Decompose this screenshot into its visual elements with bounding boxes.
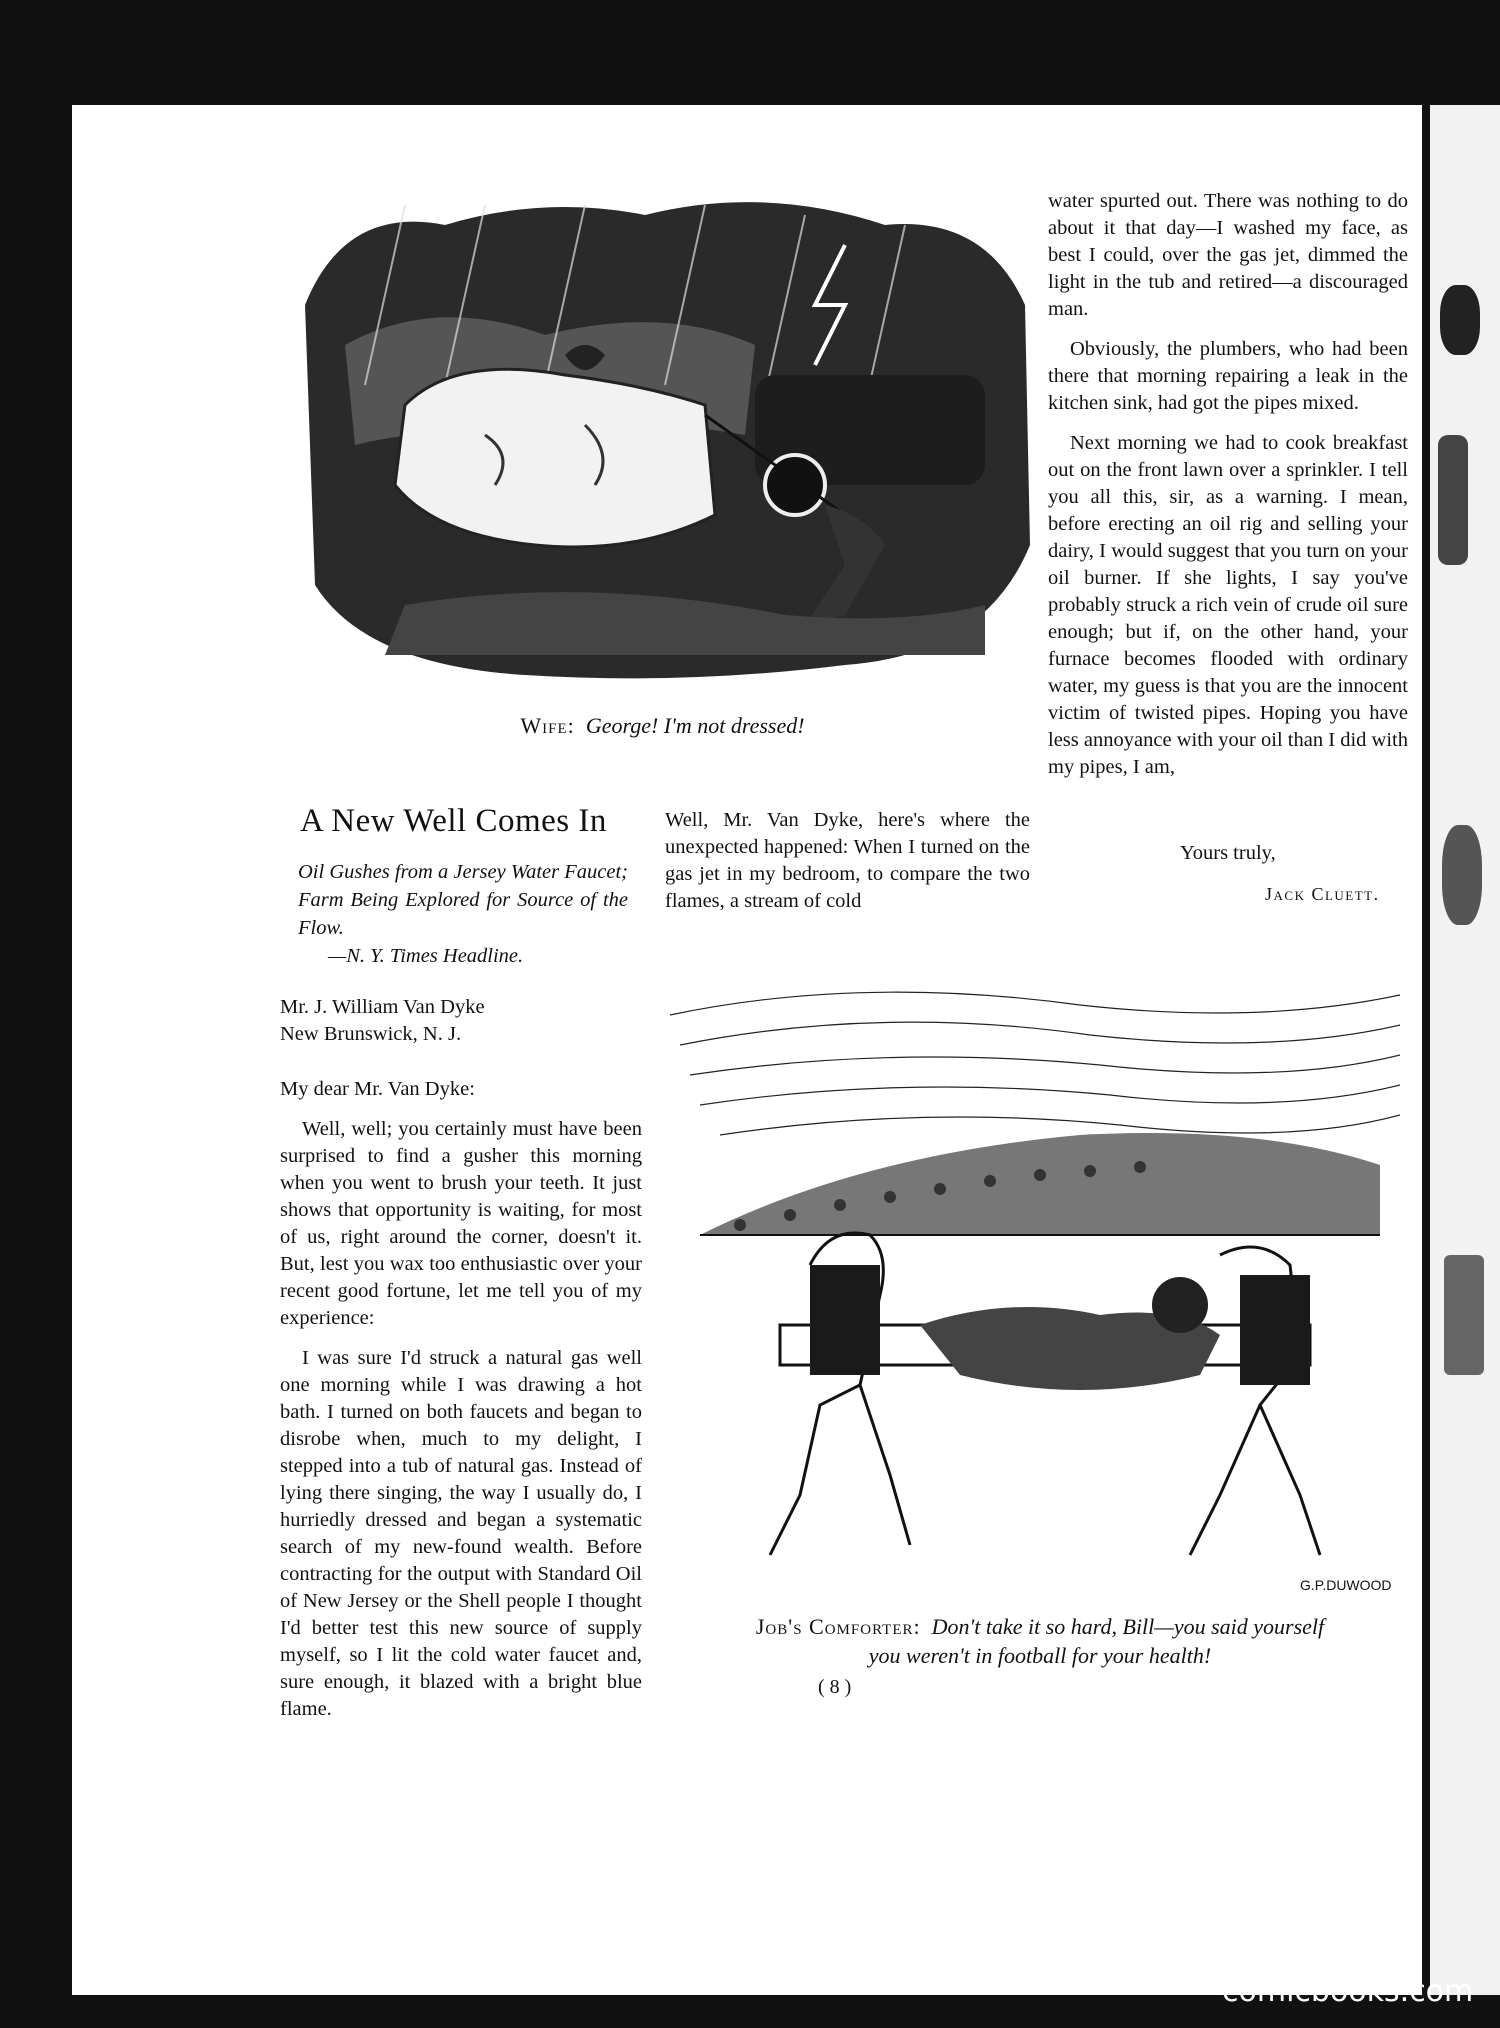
top-cartoon-caption (285, 713, 1040, 739)
closing: Yours truly, (1180, 842, 1276, 864)
left-column (280, 1076, 642, 1736)
address-name: Mr. J. William Van Dyke (280, 996, 485, 1018)
paragraph-5: Obviously, the plumbers, who had been there that morning repairing a leak in the kitchen sink, had got the pipes mixed. (1048, 338, 1408, 414)
adjacent-page-edge (1430, 105, 1500, 1995)
caption-line: George! I'm not dressed! (585, 713, 805, 738)
bottom-cartoon-caption (660, 1612, 1420, 1670)
caption-second-line (660, 1641, 1420, 1670)
paragraph-6: Next morning we had to cook breakfast out on the front lawn over a sprinkler. I tell you all this, sir, as a warning. I mean, before erecting an oil rig and selling your dairy, I would suggest that you turn on your oil burner. If she lights, I say you've probably struck a rich vein of crude oil sure enough; but if, on the other hand, your furnace becomes flooded with ordinary water, my guess is that you are the innocent victim of twisted pipes. Hoping you have less annoyance with your oil than I did with my pipes, I am, (1048, 432, 1408, 778)
address-block (280, 994, 485, 1048)
site-watermark: comicbooks.com (1222, 1974, 1474, 2009)
article-title: A New Well Comes In (300, 803, 607, 839)
caption-line-2: you weren't in football for your health! (868, 1643, 1212, 1668)
paragraph-1: Well, well; you certainly must have been surprised to find a gusher this morning when you went to brush your teeth. It just shows that opportunity is waiting, for most of us, right around the corner, doesn't it. But, lest you wax too enthusiastic over your recent good fortune, let me tell you of my experience: (280, 1118, 642, 1329)
paragraph-4: water spurted out. There was nothing to do about it that day—I washed my face, as best I could, over the gas jet, dimmed the light in the tub and retired—a discouraged man. (1048, 190, 1408, 320)
middle-column (665, 807, 1030, 928)
paragraph-3: Well, Mr. Van Dyke, here's where the unexpected happened: When I turned on the gas jet in my bedroom, to compare the two flames, a stream of cold (665, 809, 1030, 912)
right-column (1048, 188, 1408, 794)
artist-signature: G.P.DUWOOD (1300, 1577, 1392, 1593)
paragraph-2: I was sure I'd struck a natural gas well one morning while I was drawing a hot bath. I turned on both faucets and began to disrobe when, much to my delight, I stepped into a tub of natural gas. Instead of lying there singing, the way I usually do, I hurriedly dressed and began a systematic search of my new-found wealth. Before contracting for the output with Standard Oil of New Jersey or the Shell people I thought I'd better test this new source of supply myself, so I lit the cold water faucet and, sure enough, it blazed with a bright blue flame. (280, 1347, 642, 1720)
address-city: New Brunswick, N. J. (280, 1023, 462, 1045)
salutation: My dear Mr. Van Dyke: (280, 1078, 475, 1100)
subhead-text: Oil Gushes from a Jersey Water Faucet; Farm Being Explored for Source of the Flow. (298, 861, 628, 939)
caption-speaker-2: Job's Comforter: (755, 1614, 921, 1639)
headline-source: —N. Y. Times Headline. (328, 945, 524, 967)
signature: Jack Cluett. (1265, 884, 1380, 904)
caption-speaker: Wife: (520, 713, 575, 738)
caption-first-line (660, 1612, 1420, 1641)
caption-line-1: Don't take it so hard, Bill—you said yourself (931, 1614, 1325, 1639)
article-subhead (298, 858, 628, 942)
page-number: ( 8 ) (818, 1676, 852, 1698)
storm-cartoon-illustration (285, 185, 1040, 685)
football-cartoon-illustration (660, 935, 1420, 1600)
